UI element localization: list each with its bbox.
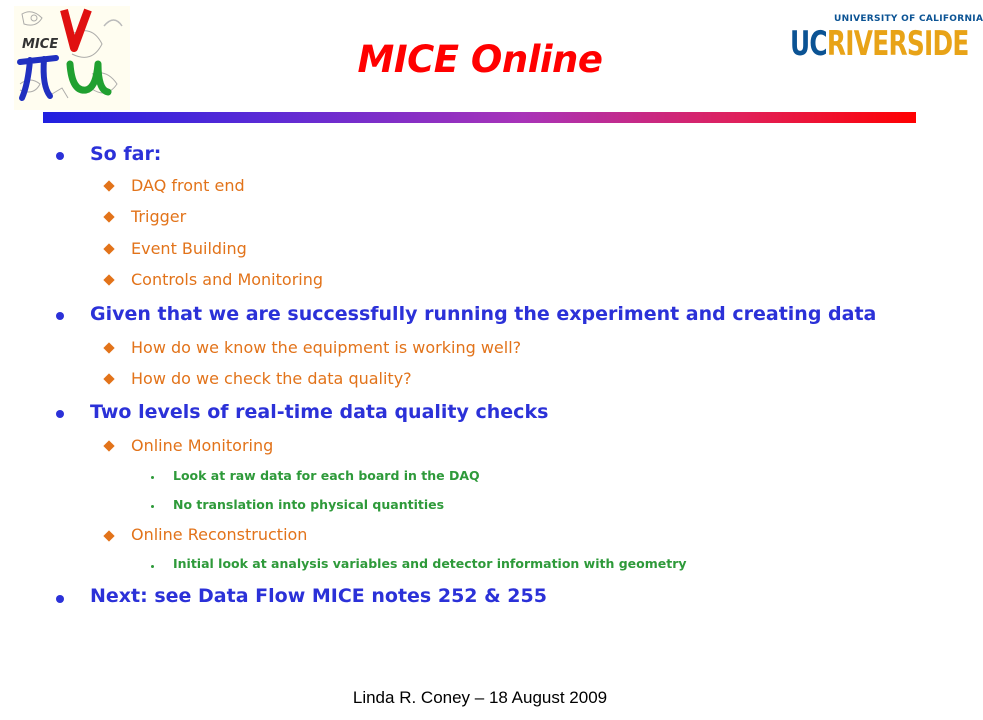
slide-footer: Linda R. Coney – 18 August 2009 — [352, 688, 608, 707]
bullet-dot-icon — [56, 410, 64, 418]
bullet-dot-icon — [56, 312, 64, 320]
bullet-diamond-icon — [103, 180, 114, 191]
bullet-small-dot-icon — [151, 476, 154, 479]
bullet-dot-icon — [56, 595, 64, 603]
sub-sub-bullet-initial-look: Initial look at analysis variables and detector information with geometry — [173, 556, 687, 571]
bullet-diamond-icon — [103, 211, 114, 222]
bullet-diamond-icon — [103, 373, 114, 384]
ucr-logo-uc: UC — [790, 24, 827, 64]
sub-sub-bullet-raw-data: Look at raw data for each board in the DAQ — [173, 468, 480, 483]
bullet-diamond-icon — [103, 440, 114, 451]
slide-title: MICE Online — [357, 38, 603, 81]
sub-sub-bullet-no-translation: No translation into physical quantities — [173, 497, 445, 512]
sub-bullet-event-building: Event Building — [131, 239, 247, 258]
sub-bullet-controls-monitoring: Controls and Monitoring — [131, 270, 324, 289]
sub-bullet-equipment-working: How do we know the equipment is working well? — [131, 338, 522, 357]
mice-logo-text: MICE — [22, 37, 59, 52]
bullet-diamond-icon — [103, 530, 114, 541]
bullet-diamond-icon — [103, 342, 114, 353]
sub-bullet-data-quality: How do we check the data quality? — [131, 369, 412, 388]
bullet-so-far: So far: — [90, 143, 162, 165]
bullet-small-dot-icon — [151, 565, 154, 568]
bullet-small-dot-icon — [151, 505, 154, 508]
bullet-given-that: Given that we are successfully running the experiment and creating data — [90, 303, 877, 325]
bullet-next: Next: see Data Flow MICE notes 252 & 255 — [90, 585, 547, 607]
ucr-logo-subtitle: UNIVERSITY OF CALIFORNIA — [834, 14, 983, 24]
ucr-logo-riverside: RIVERSIDE — [826, 24, 969, 64]
sub-bullet-daq-front-end: DAQ front end — [131, 176, 245, 195]
bullet-diamond-icon — [103, 274, 114, 285]
bullet-diamond-icon — [103, 243, 114, 254]
bullet-dot-icon — [56, 152, 64, 160]
bullet-two-levels: Two levels of real-time data quality checks — [90, 401, 549, 423]
sub-bullet-online-monitoring: Online Monitoring — [131, 436, 274, 455]
sub-bullet-trigger: Trigger — [131, 207, 187, 226]
sub-bullet-online-reconstruction: Online Reconstruction — [131, 525, 308, 544]
